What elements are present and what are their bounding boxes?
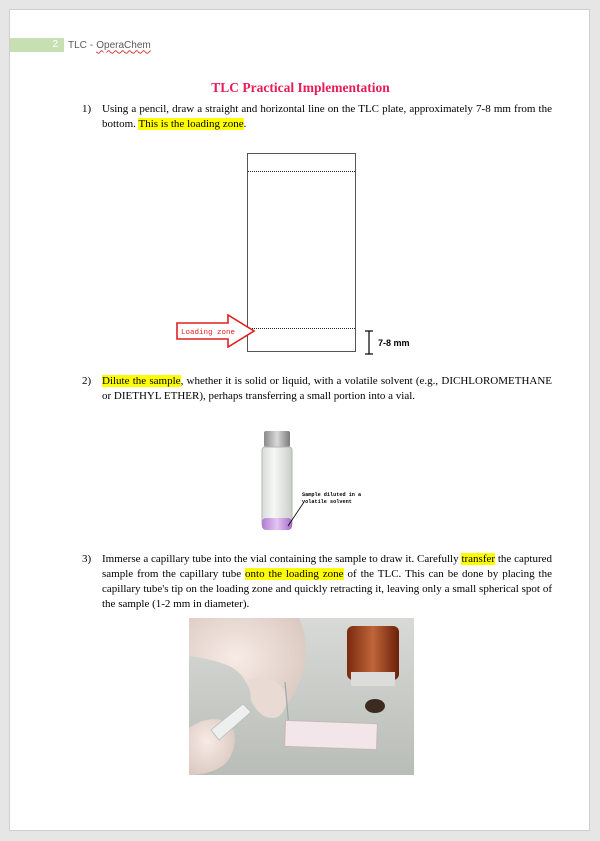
vial-illustration <box>244 430 384 538</box>
header-separator: - <box>89 39 94 51</box>
step-3 <box>82 552 552 612</box>
step-text <box>102 552 552 612</box>
highlighted-text: Dilute the sample <box>102 375 181 387</box>
step-1 <box>82 102 552 132</box>
step-number: 1) <box>82 103 92 115</box>
document-page <box>9 9 590 831</box>
page-number: 2 <box>10 38 64 52</box>
vial-glass <box>262 447 292 527</box>
scale-label: 7-8 mm <box>378 338 410 348</box>
step-text-part: , whether it is solid or liquid, with a volatile solvent (e.g., DICHLOROMETHANE or DIETHYL ETHER), perhaps transferring a small portion into a vial. <box>102 375 553 402</box>
solvent-front-line <box>248 171 355 172</box>
scale-indicator <box>364 330 434 356</box>
step-number: 3) <box>82 553 92 565</box>
step-text <box>102 374 552 404</box>
step-text <box>102 102 552 132</box>
step-number: 2) <box>82 375 92 387</box>
page-header <box>10 38 151 52</box>
step-text-part: Using a pencil, draw a straight and horizontal line on the TLC plate, approximately 7-8 mm from the bottom. <box>102 103 552 130</box>
sample-bottle <box>347 626 399 680</box>
step-2 <box>82 374 552 404</box>
bottle-cap <box>365 699 385 713</box>
vial-label-line-2: volatile solvent <box>302 499 352 505</box>
step-text-part: Immerse a capillary tube into the vial containing the sample to draw it. Carefully <box>102 553 462 565</box>
vial-liquid <box>262 518 292 530</box>
spotting-photo <box>189 618 414 775</box>
loading-zone-arrow-icon <box>176 314 256 348</box>
vial-cap <box>264 431 290 447</box>
loading-zone-line <box>248 328 355 329</box>
highlighted-text: onto the loading zone <box>245 568 344 580</box>
step-text-part: the captured sample from the capillary tube <box>102 553 552 580</box>
header-brand: OperaChem <box>96 39 151 51</box>
vial-label-line-1: Sample diluted in a <box>302 492 362 498</box>
step-text-part: . <box>243 118 247 130</box>
section-title: TLC Practical Implementation <box>211 80 390 95</box>
highlighted-text: transfer <box>461 553 496 565</box>
header-doc-title: TLC <box>68 39 87 51</box>
arrow-label: Loading zone <box>181 329 236 337</box>
tlc-plate-diagram <box>247 153 356 352</box>
highlighted-text: This is the loading zone <box>138 118 244 130</box>
tlc-plate-photo <box>285 720 378 749</box>
step-text-part: of the TLC. This can be done by placing the capillary tube's tip on the loading zone and quickly retracting it, leaving only a small spherical spot of the sample (1-2 mm in diameter). <box>102 568 552 610</box>
